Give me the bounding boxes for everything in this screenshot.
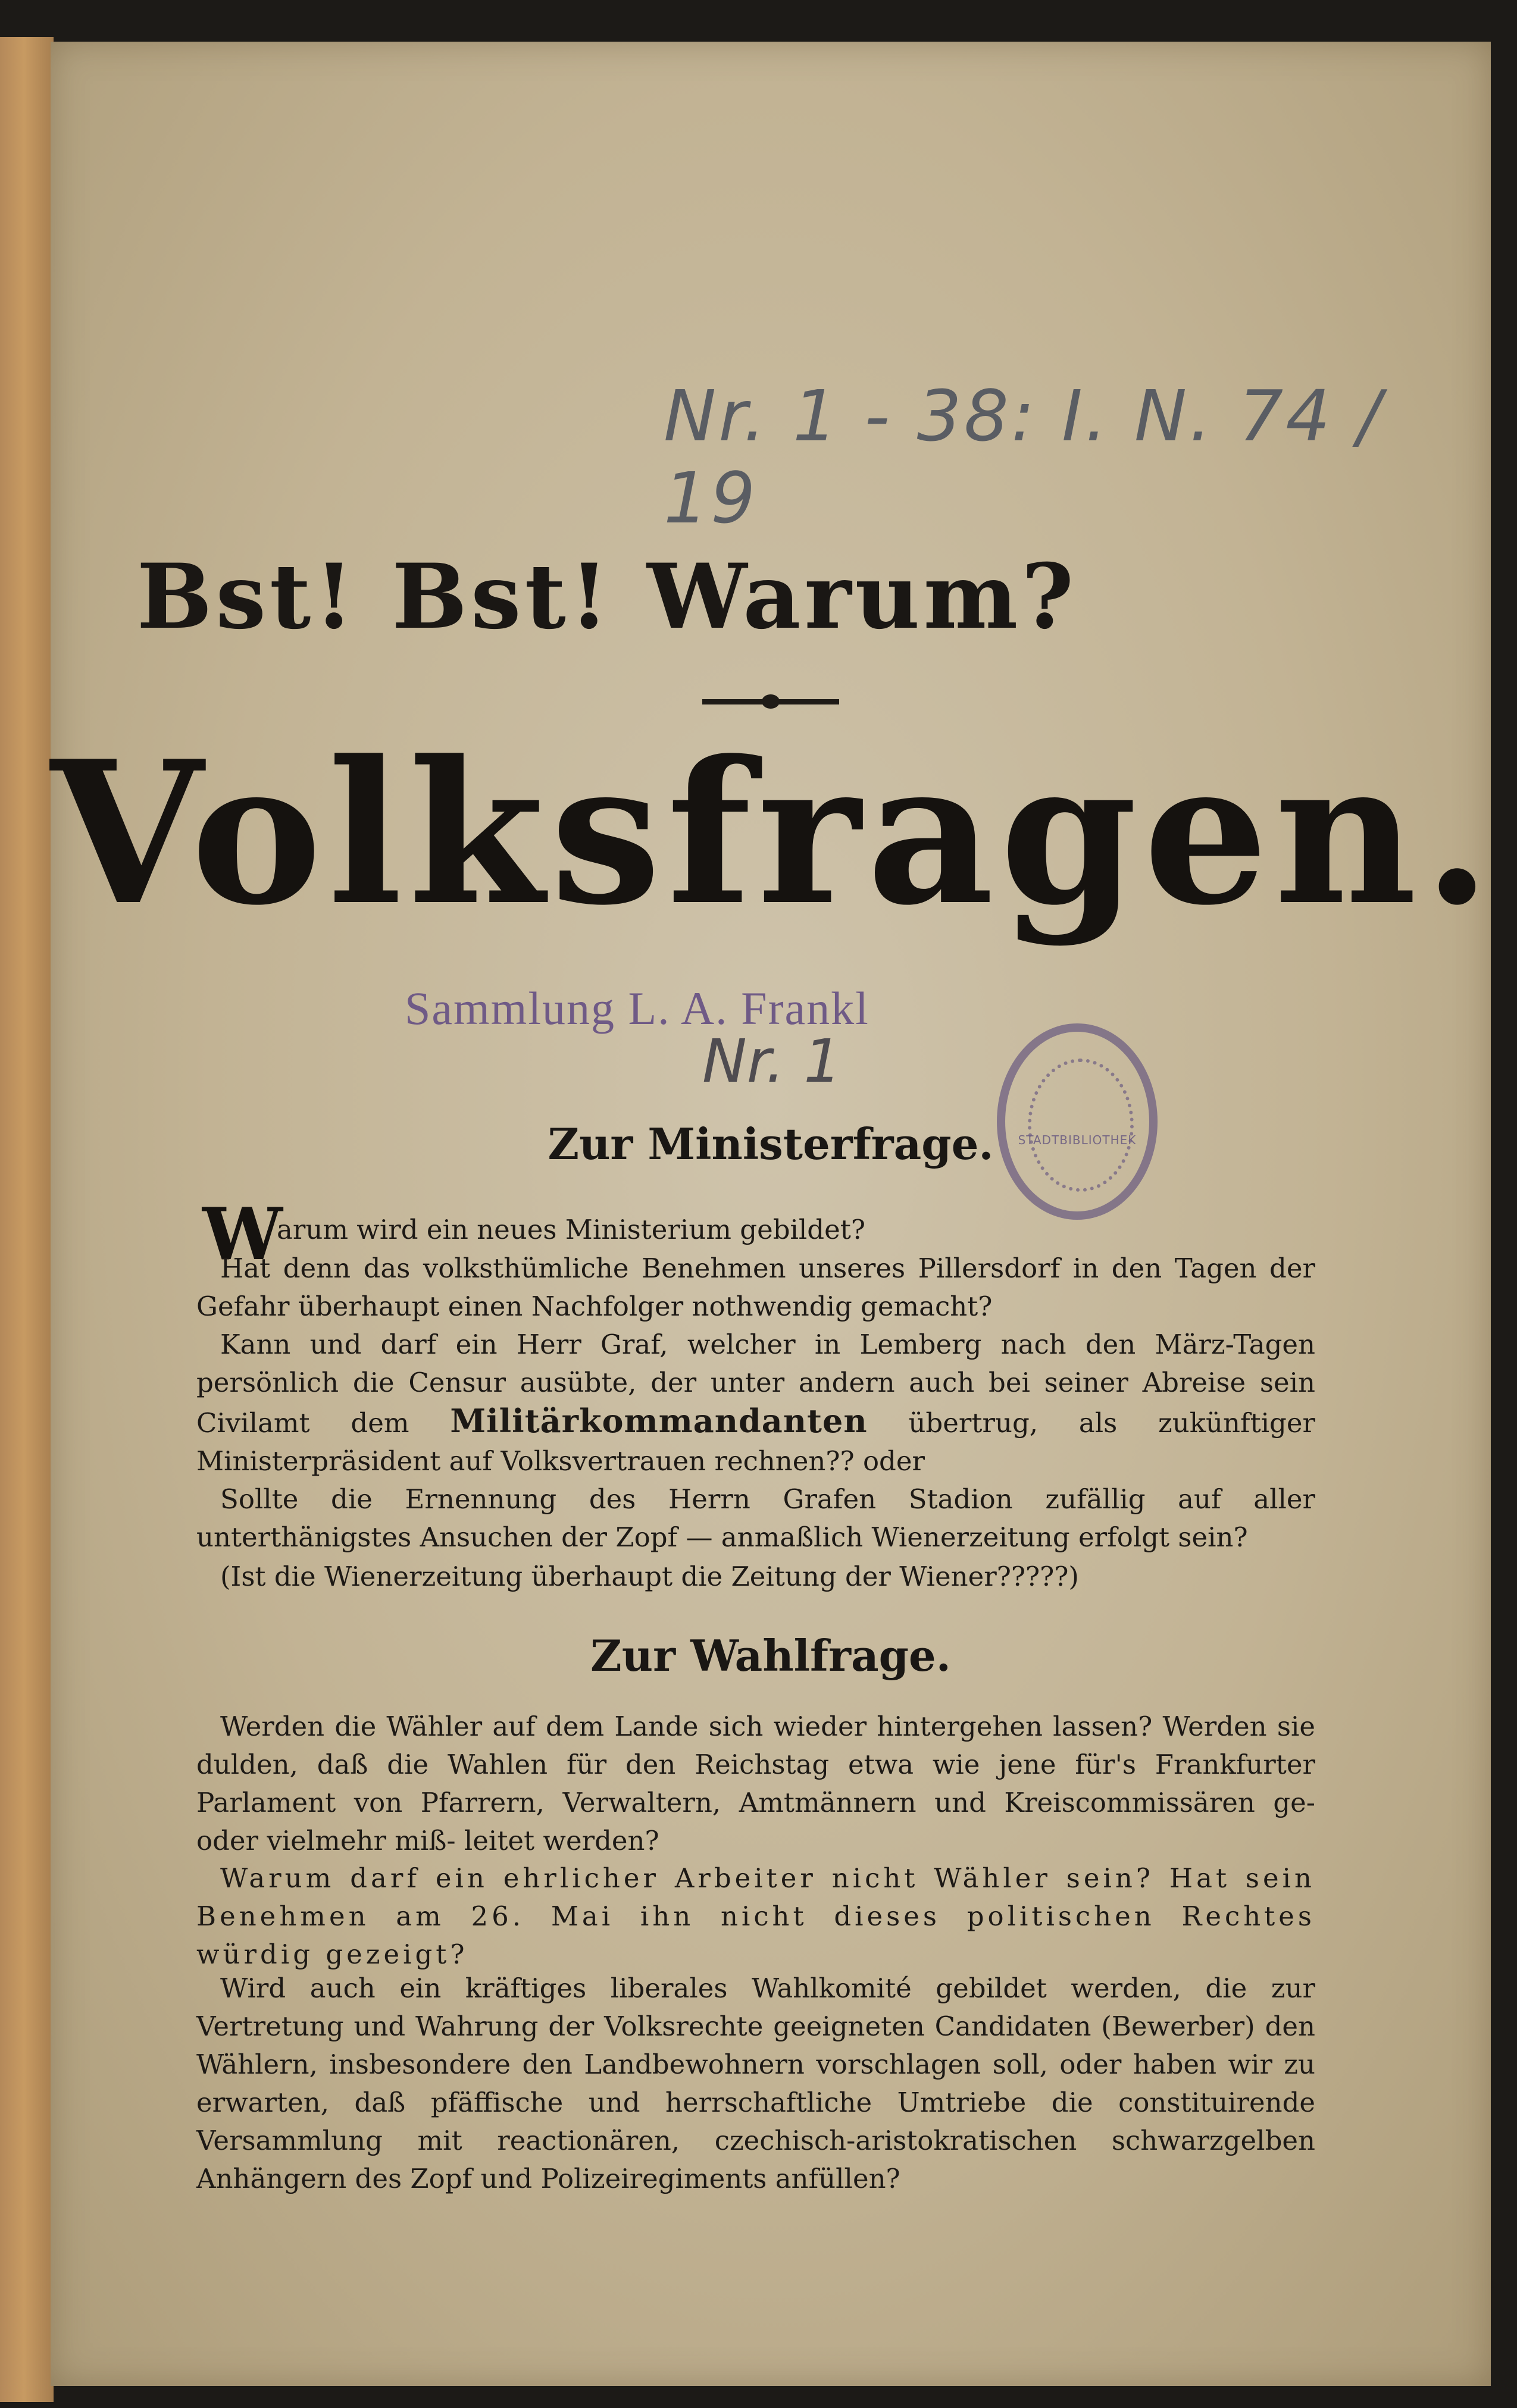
document-page	[51, 42, 1497, 2386]
paragraph	[196, 1969, 1315, 2198]
section-heading-ministerfrage: Zur Ministerfrage.	[548, 1119, 994, 1169]
paragraph-text: Kann und darf ein Herr Graf, welcher in Lemberg nach den März-Tagen persönlich die Censur ausübte, der unter andern auch bei seiner Abreise sein Civilamt dem	[196, 1329, 1315, 1439]
ornamental-rule-knot	[762, 694, 780, 709]
paragraph	[196, 1480, 1315, 1557]
paragraph: arum wird ein neues Ministerium gebildet?	[277, 1214, 865, 1245]
paragraph-text: Hat denn das volksthümliche Benehmen unseres Pillersdorf in den Tagen der Gefahr überhaupt einen Nachfolger nothwendig gemacht?	[196, 1252, 1315, 1322]
paragraph-text: übertrug, als zukünftiger Ministerpräsident auf Volksvertrauen rechnen?? oder	[196, 1407, 1316, 1477]
emphasized-term: Militärkommandanten	[450, 1402, 868, 1440]
paragraph-text: Warum darf ein ehrlicher Arbeiter nicht Wähler sein? Hat sein Benehmen am 26. Mai ihn nicht dieses politischen Rechtes würdig gezeigt?	[196, 1862, 1315, 1970]
paragraph-text: Wird auch ein kräftiges liberales Wahlkomité gebildet werden, die zur Vertretung und Wahrung der Volksrechte geeigneten Candidaten (Bewerber) den Wählern, insbesondere den Landbewohnern vorschlagen soll, oder haben wir zu erwarten, daß pfäffische und herrschaftliche Umtriebe die constituirende Versammlung mit reactionären, czechisch-aristokratischen schwarzgelben Anhängern des Zopf und Polizeiregiments anfüllen?	[196, 1972, 1315, 2194]
paragraph-text: (Ist die Wienerzeitung überhaupt die Zeitung der Wiener?????)	[220, 1561, 1079, 1592]
paragraph-text: Sollte die Ernennung des Herrn Grafen Stadion zufällig auf aller unterthänigstes Ansuchen der Zopf — anmaßlich Wienerzeitung erfolgt sein?	[196, 1483, 1315, 1553]
kicker-heading: Bst! Bst! Warum?	[136, 544, 1078, 649]
paragraph-text: Werden die Wähler auf dem Lande sich wieder hintergehen lassen? Werden sie dulden, daß die Wahlen für den Reichstag etwa wie jene für's Frankfurter Parlament von Pfarrern, Verwaltern, Amtmännern und Kreiscommissären ge- oder vielmehr miß- leitet werden?	[196, 1711, 1315, 1856]
drop-cap: W	[202, 1192, 283, 1276]
handwritten-shelfmark: Nr. 1 - 38: I. N. 74 / 19	[664, 375, 1384, 539]
book-spine	[0, 37, 54, 2402]
paragraph	[196, 1859, 1315, 1974]
library-seal-text: STADTBIBLIOTHEK	[1018, 1133, 1137, 1147]
collection-stamp: Sammlung L. A. Frankl	[405, 982, 869, 1034]
page-title: Volksfragen.	[51, 718, 1497, 948]
handwritten-number: Nr. 1	[702, 1026, 842, 1096]
paragraph	[196, 1708, 1315, 1860]
paragraph	[196, 1326, 1315, 1480]
section-heading-wahlfrage: Zur Wahlfrage.	[590, 1630, 951, 1681]
paragraph	[196, 1558, 1315, 1596]
paragraph	[196, 1250, 1315, 1326]
